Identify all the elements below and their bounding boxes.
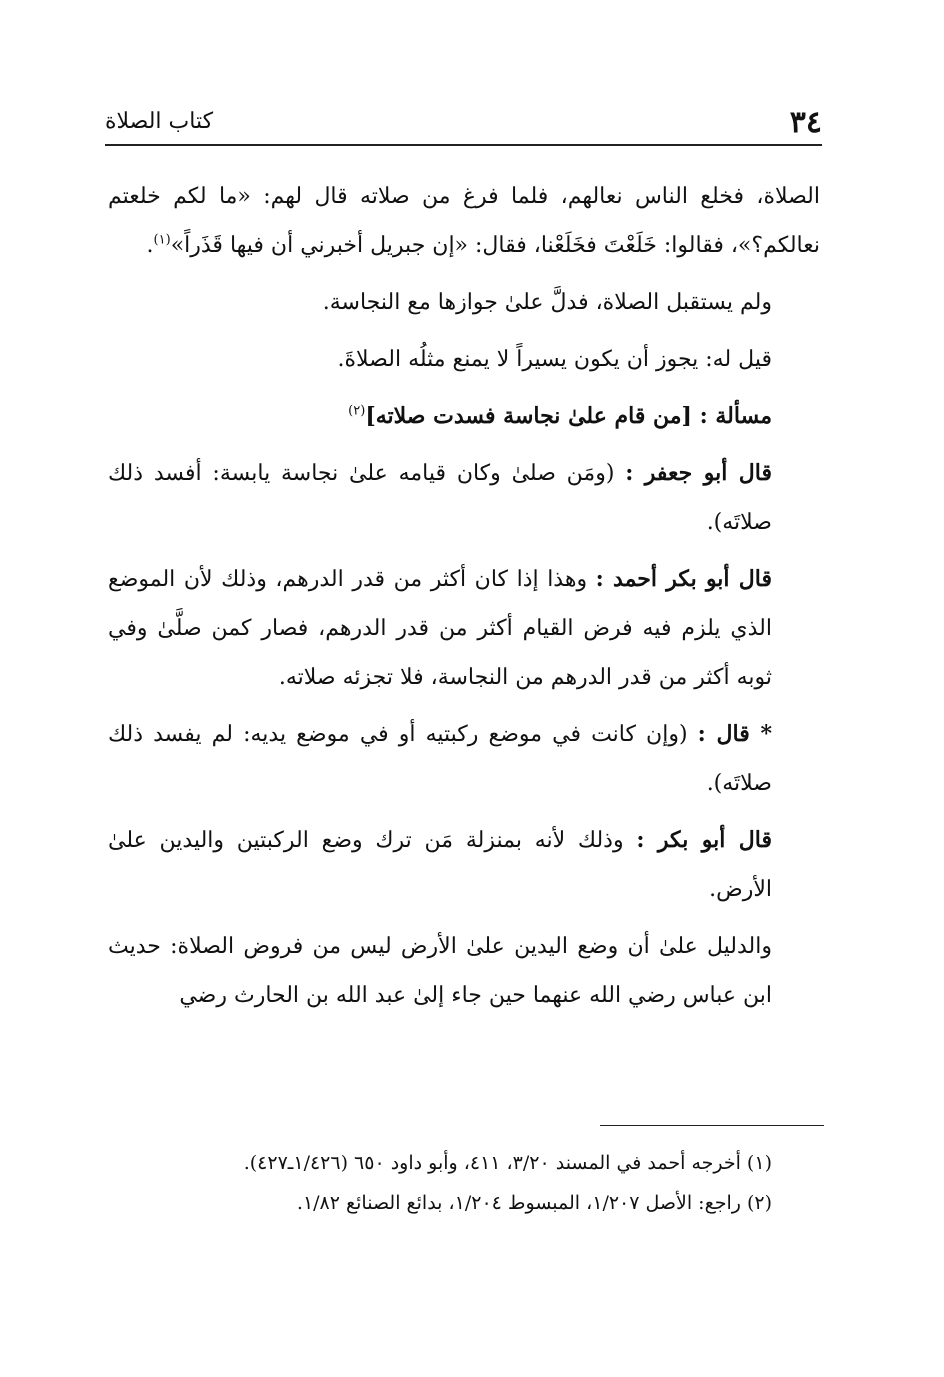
paragraph-evidence-text: والدليل علىٰ أن وضع اليدين علىٰ الأرض ليس من فروض الصلاة: حديث ابن عباس رضي الله عنهما حين جاء إلىٰ عبد الله بن الحارث رضي xyxy=(108,934,772,1008)
mas-ala-title: [من قام علىٰ نجاسة فسدت صلاته] xyxy=(365,403,700,429)
paragraph-abu-bakr-ahmad xyxy=(108,555,820,702)
page-header xyxy=(105,100,822,146)
paragraph-2-text: ولم يستقبل الصلاة، فدلَّ علىٰ جوازها مع النجاسة. xyxy=(322,290,772,315)
mas-ala-heading xyxy=(108,392,820,441)
footnote-separator xyxy=(600,1125,824,1126)
paragraph-3 xyxy=(108,335,820,384)
speaker-abu-bakr-ahmad: قال أبو بكر أحمد : xyxy=(595,566,772,592)
page-number: ٣٤ xyxy=(789,105,822,140)
paragraph-1-text: الصلاة، فخلع الناس نعالهم، فلما فرغ من صلاته قال لهم: «ما لكم خلعتم نعالكم؟»، فقالوا: خَلَعْتَ فخَلَعْنا، فقال: «إن جبريل أخبرني أن فيها قَذَراً» xyxy=(108,184,820,258)
running-title: كتاب الصلاة xyxy=(105,109,214,134)
paragraph-abu-bakr-text: وذلك لأنه بمنزلة مَن ترك وضع الركبتين واليدين علىٰ الأرض. xyxy=(108,828,772,902)
footnote-ref-1: (١) xyxy=(153,232,171,248)
paragraph-1 xyxy=(108,172,820,270)
mas-ala-label: مسألة : xyxy=(699,403,772,429)
footnotes xyxy=(108,1143,820,1223)
paragraph-abu-jafar xyxy=(108,449,820,547)
paragraph-2 xyxy=(108,278,820,327)
paragraph-qal xyxy=(108,710,820,808)
speaker-abu-bakr: قال أبو بكر : xyxy=(636,827,772,853)
paragraph-abu-bakr-ahmad-text: وهذا إذا كان أكثر من قدر الدرهم، وذلك لأن الموضع الذي يلزم فيه فرض القيام أكثر من قدر الدرهم، فصار كمن صلَّىٰ وفي ثوبه أكثر من قدر الدرهم من النجاسة، فلا تجزئه صلاته. xyxy=(108,567,772,690)
speaker-qal: * قال : xyxy=(697,721,772,747)
paragraph-abu-bakr xyxy=(108,816,820,914)
footnote-ref-2: (٢) xyxy=(348,403,366,419)
footnote-2: (٢) راجع: الأصل ١/٢٠٧، المبسوط ١/٢٠٤، بدائع الصنائع ١/٨٢. xyxy=(296,1192,772,1214)
footnote-1: (١) أخرجه أحمد في المسند ٣/٢٠، ٤١١، وأبو داود ٦٥٠ (١/٤٢٦ـ٤٢٧). xyxy=(243,1152,772,1174)
paragraph-3-text: قيل له: يجوز أن يكون يسيراً لا يمنع مثلُه الصلاةَ. xyxy=(337,347,772,372)
paragraph-abu-jafar-text: (ومَن صلىٰ وكان قيامه علىٰ نجاسة يابسة: أفسد ذلك صلاتَه). xyxy=(108,461,772,535)
paragraph-1-end: . xyxy=(146,233,154,258)
paragraph-qal-text: (وإن كانت في موضع ركبتيه أو في موضع يديه: لم يفسد ذلك صلاتَه). xyxy=(108,722,772,796)
paragraph-evidence xyxy=(108,922,820,1020)
speaker-abu-jafar: قال أبو جعفر : xyxy=(625,460,772,486)
main-text xyxy=(108,172,820,1020)
